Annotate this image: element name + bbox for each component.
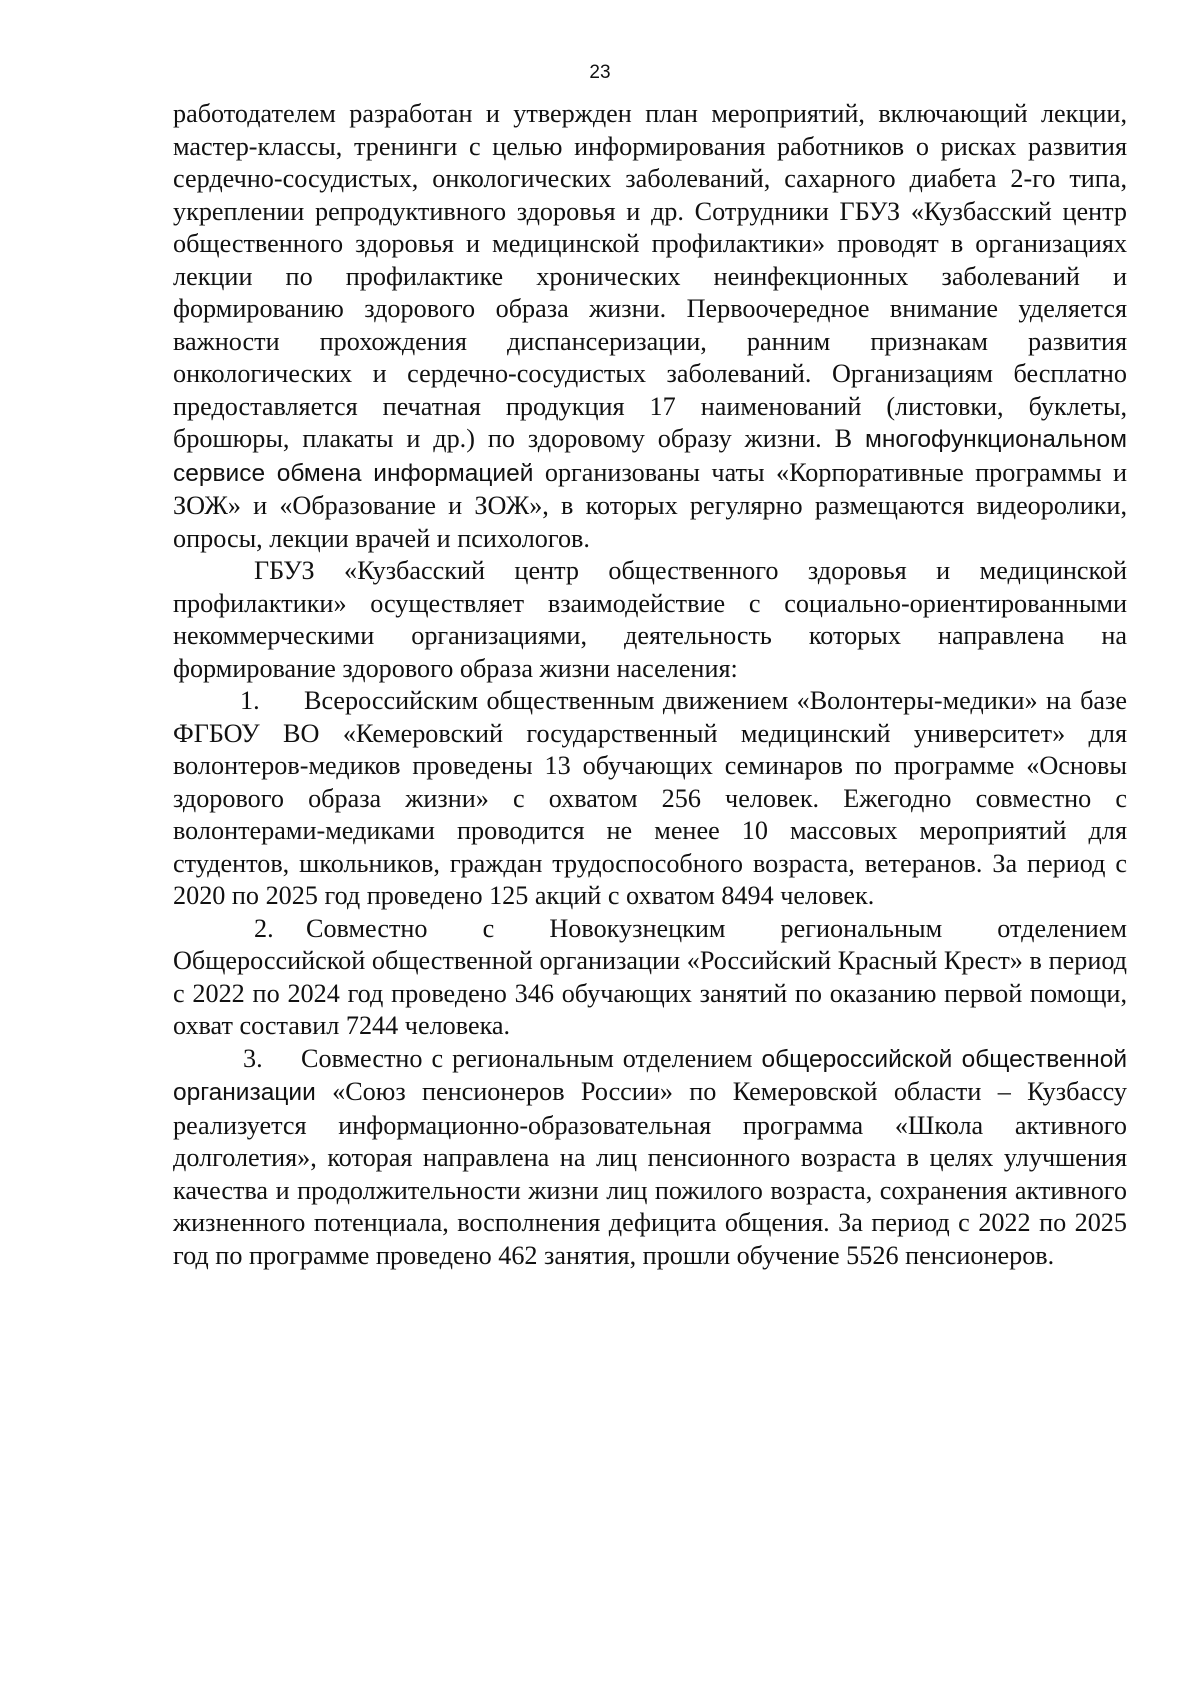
list-item-2	[173, 913, 1127, 1043]
organization-phrase: общероссийской общественной организации	[173, 1045, 1128, 1106]
list-item-3	[173, 1043, 1127, 1273]
list-number: 1.	[240, 686, 260, 715]
paragraph-text: работодателем разработан и утвержден план мероприятий, включающий лекции, мастер-классы, тренинги с целью информирования работников о рисках развития сердечно-сосудистых, онкологических заболеваний, сахарного диабета 2-го типа, укреплении репродуктивного здоровья и др. Сотрудники ГБУЗ «Кузбасский центр общественного здоровья и медицинской профилактики» проводят в организациях лекции по профилактике хронических неинфекционных заболеваний и формированию здорового образа жизни. Первоочередное внимание уделяется важности прохождения диспансеризации, ранним признакам развития онкологических и сердечно-сосудистых заболеваний. Организациям бесплатно предоставляется печатная продукция 17 наименований (листовки, буклеты, брошюры, плакаты и др.) по здоровому образу жизни. В	[173, 99, 1127, 453]
list-item-text: Совместно с региональным отделением	[301, 1043, 753, 1073]
list-item-text: Совместно с Новокузнецким региональным отделением Общероссийской общественной организации «Российский Красный Крест» в период с 2022 по 2024 год проведено 346 обучающих занятий по оказанию первой помощи, охват составил 7244 человека.	[173, 913, 1127, 1040]
page-number: 23	[589, 62, 611, 83]
paragraph-intro: ГБУЗ «Кузбасский центр общественного здоровья и медицинской профилактики» осуществляет взаимодействие с социально-ориентированными некоммерческими организациями, деятельность которых направлена на формирование здорового образа жизни населения:	[173, 556, 1127, 683]
list-item-text: Всероссийским общественным движением «Волонтеры-медики» на базе ФГБОУ ВО «Кемеровский государственный медицинский университет» для волонтеров-медиков проведены 13 обучающих семинаров по программе «Основы здорового образа жизни» с охватом 256 человек. Ежегодно совместно с волонтерами-медиками проводится не менее 10 массовых мероприятий для студентов, школьников, граждан трудоспособного возраста, ветеранов. За период с 2020 по 2025 год проведено 125 акций с охватом 8494 человек.	[173, 686, 1127, 910]
paragraph-continuation	[173, 98, 1127, 555]
document-body	[173, 98, 1127, 1272]
list-number: 3.	[243, 1043, 263, 1073]
list-item-1	[173, 685, 1127, 913]
list-item-text: «Союз пенсионеров России» по Кемеровской области – Кузбассу реализуется информационно-образовательная программа «Школа активного долголетия», которая направлена на лиц пенсионного возраста в целях улучшения качества и продолжительности жизни лиц пожилого возраста, сохранения активного жизненного потенциала, восполнения дефицита общения. За период с 2022 по 2025 год по программе проведено 462 занятия, прошли обучение 5526 пенсионеров.	[173, 1077, 1128, 1270]
paragraph-text: организованы чаты «Корпоративные программы и ЗОЖ» и «Образование и ЗОЖ», в которых регулярно размещаются видеоролики, опросы, лекции врачей и психологов.	[173, 457, 1128, 553]
list-number: 2.	[254, 913, 274, 943]
messenger-service-phrase: многофункциональном сервисе обмена информацией	[173, 426, 1127, 487]
